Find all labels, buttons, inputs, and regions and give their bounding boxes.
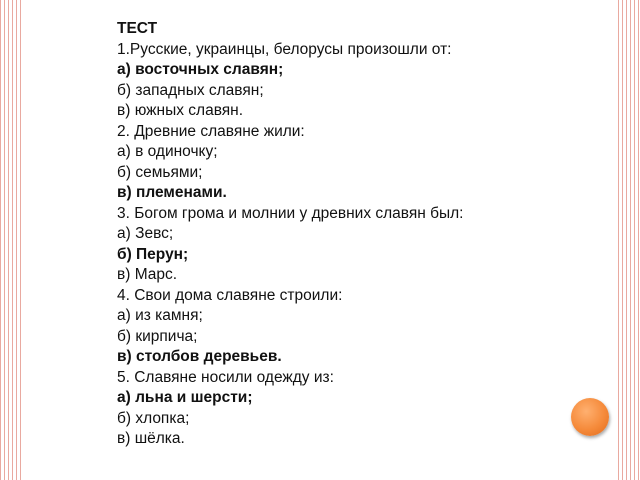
- right-decorative-border: [618, 0, 640, 480]
- answer-4c-correct: в) столбов деревьев.: [117, 348, 282, 365]
- test-title: ТЕСТ: [117, 20, 158, 37]
- answer-2a: а) в одиночку;: [117, 143, 218, 160]
- answer-5a-correct: а) льна и шерсти;: [117, 389, 253, 406]
- answer-5c: в) шёлка.: [117, 430, 185, 447]
- question-3: 3. Богом грома и молнии у древних славян был:: [117, 204, 464, 222]
- answer-4b: б) кирпича;: [117, 327, 198, 345]
- answer-1c: в) южных славян.: [117, 102, 244, 119]
- answer-1a-correct: а) восточных славян;: [117, 61, 284, 78]
- question-4: 4. Свои дома славяне строили:: [117, 286, 343, 304]
- answer-5b: б) хлопка;: [117, 409, 190, 427]
- answer-3b-correct: б) Перун;: [117, 245, 189, 263]
- answer-3c: в) Марс.: [117, 266, 178, 283]
- question-5: 5. Славяне носили одежду из:: [117, 368, 334, 386]
- answer-4a: а) из камня;: [117, 307, 203, 324]
- answer-3a: а) Зевс;: [117, 225, 174, 242]
- question-2: 2. Древние славяне жили:: [117, 122, 305, 140]
- answer-2b: б) семьями;: [117, 163, 203, 181]
- answer-1b: б) западных славян;: [117, 81, 264, 99]
- left-decorative-border: [0, 0, 22, 480]
- test-content: [117, 19, 597, 450]
- question-1: 1.Русские, украинцы, белорусы произошли от:: [117, 40, 452, 58]
- orange-circle-icon: [571, 398, 609, 436]
- answer-2c-correct: в) племенами.: [117, 184, 227, 201]
